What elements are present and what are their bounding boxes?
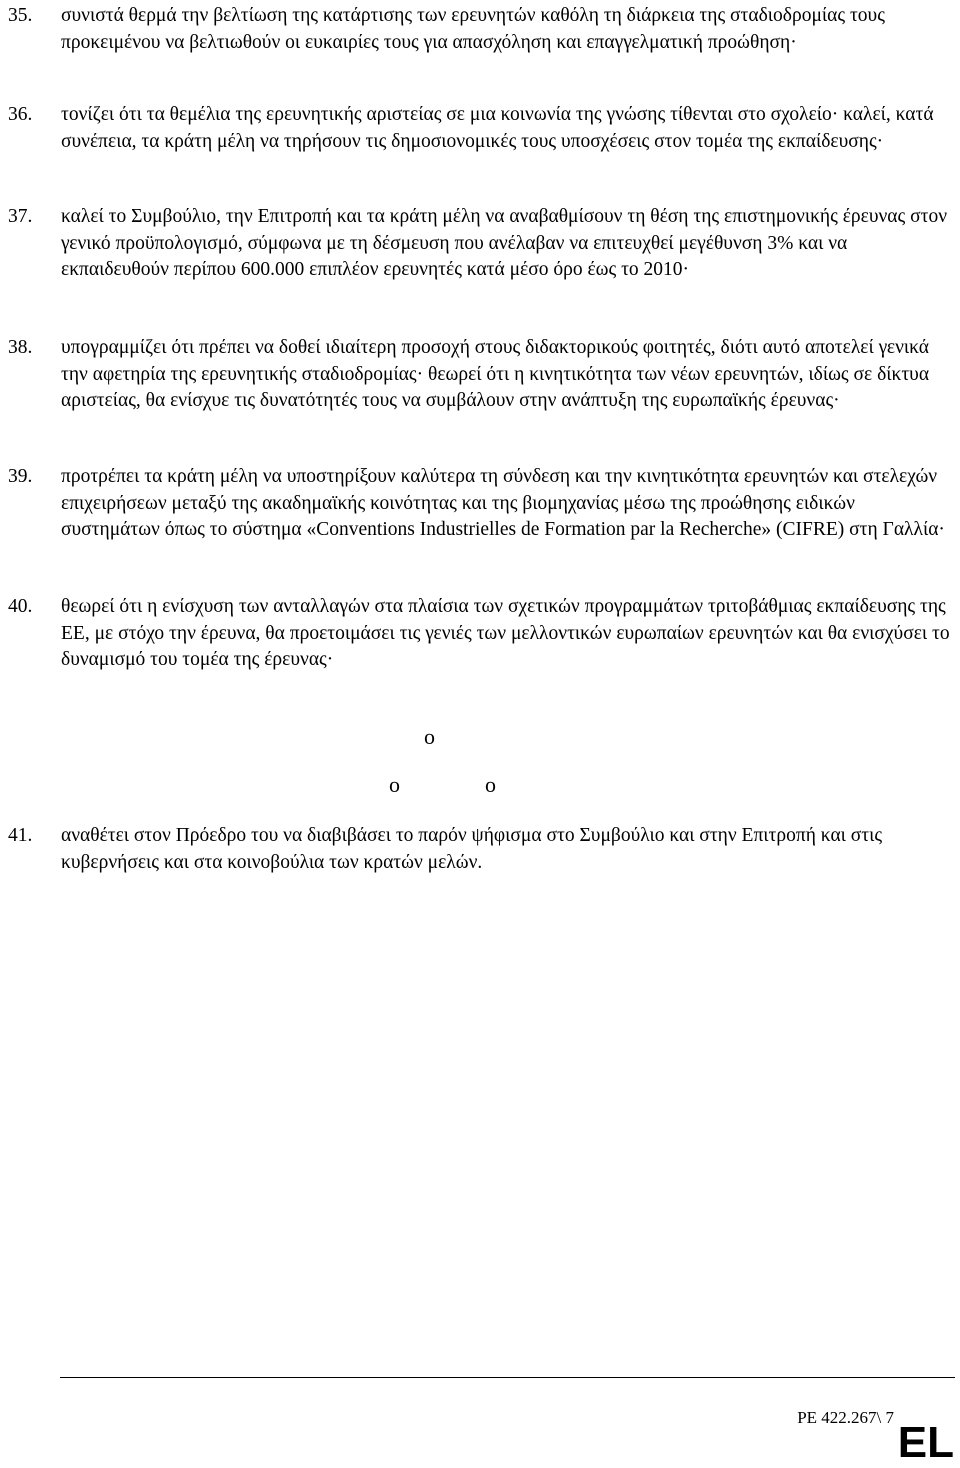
paragraph-36 (0, 102, 960, 155)
paragraph-39 (0, 464, 960, 544)
paragraph-text: συνιστά θερμά την βελτίωση της κατάρτισης των ερευνητών καθόλη τη διάρκεια της σταδιοδρομίας τους προκειμένου να βελτιωθούν οι ευκαιρίες τους για απασχόληση και επαγγελματική προώθηση· (61, 5, 885, 53)
language-code: EL (897, 1418, 954, 1467)
ornament-mark-top: o (424, 724, 435, 749)
paragraph-number: 36. (8, 104, 33, 125)
paragraph-40 (0, 594, 960, 674)
paragraph-number: 35. (8, 5, 33, 26)
paragraph-35 (0, 3, 960, 56)
paragraph-text: αναθέτει στον Πρόεδρο του να διαβιβάσει το παρόν ψήφισμα στο Συμβούλιο και στην Επιτροπή και στις κυβερνήσεις και στα κοινοβούλια των κρατών μελών. (61, 825, 883, 873)
paragraph-number: 37. (8, 206, 33, 227)
paragraph-37 (0, 204, 960, 284)
document-reference: PE 422.267\ 7 (797, 1408, 894, 1427)
paragraph-text: τονίζει ότι τα θεμέλια της ερευνητικής αριστείας σε μια κοινωνία της γνώσης τίθενται στο σχολείο· καλεί, κατά συνέπεια, τα κράτη μέλη να τηρήσουν τις δημοσιονομικές τους υποσχέσεις στον τομέα της εκπαίδευσης· (61, 104, 934, 152)
paragraph-38 (0, 335, 960, 415)
paragraph-text: καλεί το Συμβούλιο, την Επιτροπή και τα κράτη μέλη να αναβαθμίσουν τη θέση της επιστημονικής έρευνας στον γενικό προϋπολογισμό, σύμφωνα με τη δέσμευση που ανέλαβαν να επιτευχθεί μεγέθυνση 3% και να εκπαιδευθούν περίπου 600.000 επιπλέον ερευνητές κατά μέσο όρο έως το 2010· (61, 206, 948, 280)
paragraph-text: θεωρεί ότι η ενίσχυση των ανταλλαγών στα πλαίσια των σχετικών προγραμμάτων τριτοβάθμιας εκπαίδευσης της ΕΕ, με στόχο την έρευνα, θα προετοιμάσει τις γενιές των μελλοντικών ευρωπαίων ερευνητών και θα ενισχύσει το δυναμισμό του τομέα της έρευνας· (61, 596, 950, 670)
paragraph-number: 38. (8, 337, 33, 358)
ornament-mark-left: o (389, 772, 400, 797)
paragraph-text: προτρέπει τα κράτη μέλη να υποστηρίξουν καλύτερα τη σύνδεση και την κινητικότητα ερευνητών και στελεχών επιχειρήσεων μεταξύ της ακαδημαϊκής κοινότητας και της βιομηχανίας μέσω της προώθησης ειδικών συστημάτων όπως το σύστημα «Conventions Industrielles de Formation par la Recherche» (CIFRE) στη Γαλλία· (61, 466, 945, 540)
ornament-mark-right: o (485, 772, 496, 797)
footer-divider (60, 1377, 955, 1378)
paragraph-number: 41. (8, 825, 33, 846)
paragraph-number: 39. (8, 466, 33, 487)
paragraph-41 (0, 823, 960, 876)
paragraph-number: 40. (8, 596, 33, 617)
paragraph-text: υπογραμμίζει ότι πρέπει να δοθεί ιδιαίτερη προσοχή στους διδακτορικούς φοιτητές, διότι αυτό αποτελεί γενικά την αφετηρία της ερευνητικής σταδιοδρομίας· θεωρεί ότι η κινητικότητα των νέων ερευνητών, ιδίως σε δίκτυα αριστείας, θα ενίσχυε τις δυνατότητές τους να συμβάλουν στην ανάπτυξη της ευρωπαϊκής έρευνας· (61, 337, 930, 411)
